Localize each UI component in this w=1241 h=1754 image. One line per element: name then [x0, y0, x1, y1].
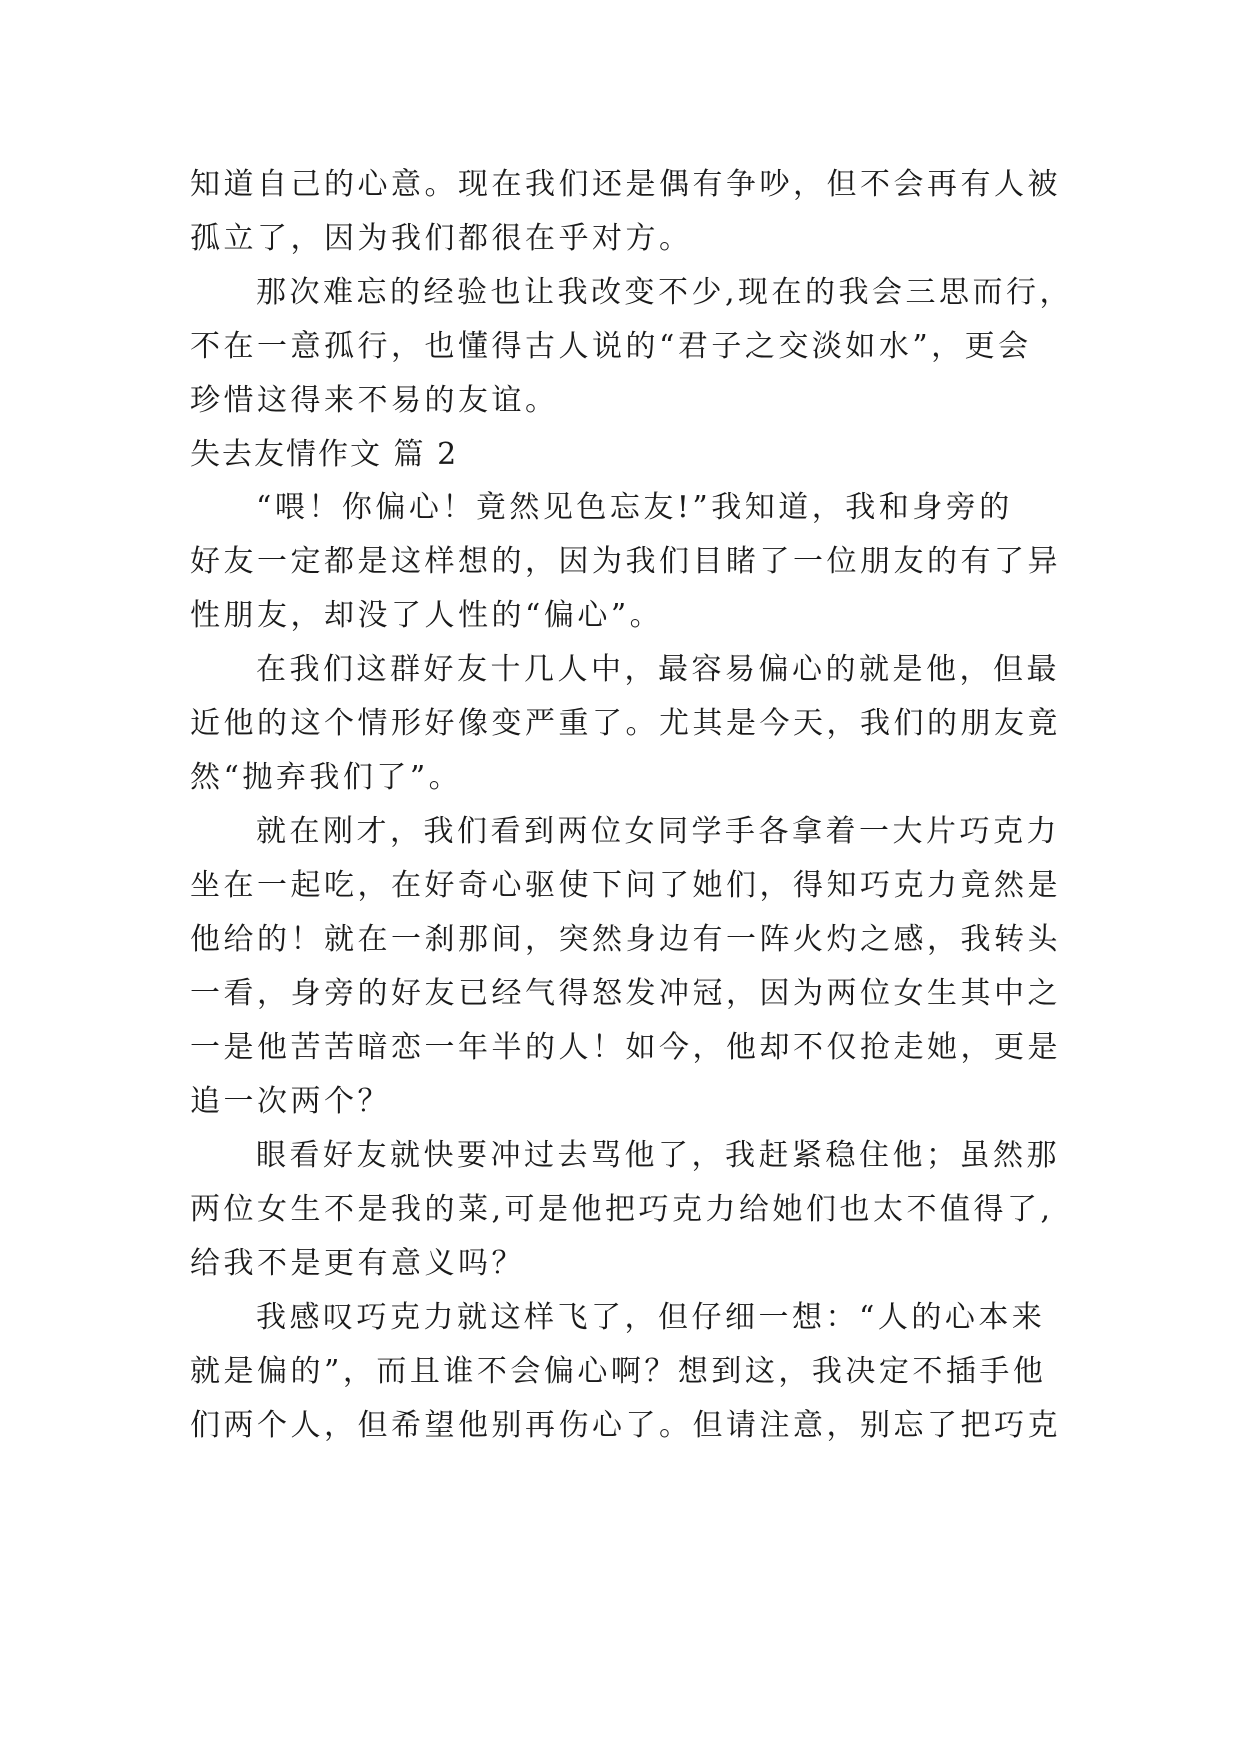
paragraph — [190, 481, 1090, 643]
text-line: 不在一意孤行，也懂得古人说的“君子之交淡如水”，更会 — [190, 329, 1032, 364]
text-line: 珍惜这得来不易的友谊。 — [190, 383, 559, 418]
text-line: 好友一定都是这样想的，因为我们目睹了一位朋友的有了异 — [190, 544, 1061, 579]
text-line: 就是偏的”，而且谁不会偏心啊？想到这，我决定不插手他 — [190, 1354, 1047, 1389]
text-line: 孤立了，因为我们都很在乎对方。 — [190, 221, 693, 256]
document-body — [190, 158, 1090, 1453]
text-line: 眼看好友就快要冲过去骂他了，我赶紧稳住他；虽然那 — [256, 1138, 1060, 1173]
text-line: 知道自己的心意。现在我们还是偶有争吵，但不会再有人被 — [190, 167, 1061, 202]
text-line: 追一次两个？ — [190, 1084, 391, 1119]
paragraph — [190, 158, 1090, 266]
paragraph — [190, 643, 1090, 805]
paragraph — [190, 266, 1090, 428]
paragraph — [190, 805, 1090, 1129]
text-line: 一是他苦苦暗恋一年半的人！如今，他却不仅抢走她，更是 — [190, 1030, 1061, 1065]
text-line: “喂！你偏心！竟然见色忘友!”我知道，我和身旁的 — [256, 490, 1013, 525]
text-line: 两位女生不是我的菜,可是他把巧克力给她们也太不值得了, — [190, 1192, 1054, 1227]
text-line: 就在刚才，我们看到两位女同学手各拿着一大片巧克力 — [256, 814, 1060, 849]
text-line: 在我们这群好友十几人中，最容易偏心的就是他，但最 — [256, 652, 1060, 687]
text-line: 那次难忘的经验也让我改变不少,现在的我会三思而行， — [256, 275, 1074, 310]
text-line: 他给的！就在一刹那间，突然身边有一阵火灼之感，我转头 — [190, 922, 1061, 957]
text-line: 性朋友，却没了人性的“偏心”。 — [190, 598, 664, 633]
section-heading: 失去友情作文 篇 2 — [190, 437, 459, 472]
paragraph — [190, 1291, 1090, 1453]
text-line: 给我不是更有意义吗？ — [190, 1246, 525, 1281]
text-line: 然“抛弃我们了”。 — [190, 760, 463, 795]
text-line: 近他的这个情形好像变严重了。尤其是今天，我们的朋友竟 — [190, 706, 1061, 741]
text-line: 我感叹巧克力就这样飞了，但仔细一想：“人的心本来 — [256, 1300, 1046, 1335]
text-line: 坐在一起吃，在好奇心驱使下问了她们，得知巧克力竟然是 — [190, 868, 1061, 903]
text-line: 们两个人，但希望他别再伤心了。但请注意，别忘了把巧克 — [190, 1408, 1061, 1443]
paragraph — [190, 1129, 1090, 1291]
text-line: 一看，身旁的好友已经气得怒发冲冠，因为两位女生其中之 — [190, 976, 1061, 1011]
